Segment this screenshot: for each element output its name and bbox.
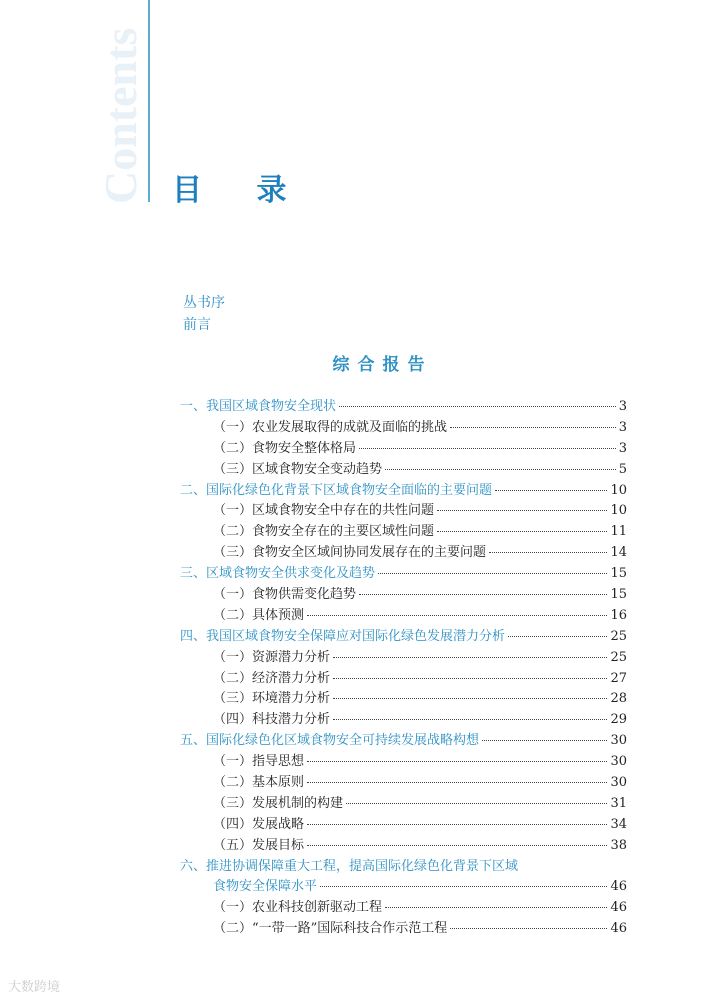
toc-entry-label: （三）环境潜力分析 [213,691,331,707]
toc-entry[interactable] [180,750,627,771]
toc-entry[interactable] [180,583,627,604]
toc-entry-page: 30 [610,733,627,749]
toc-entry-page: 15 [610,587,627,603]
dot-leader [385,469,616,470]
toc-entry-page: 29 [610,712,627,728]
toc-entry-page: 46 [610,900,627,916]
dot-leader [307,761,607,762]
toc-entry[interactable] [180,458,627,479]
toc-entry-page: 10 [610,482,627,498]
toc-entry[interactable] [180,499,627,520]
toc-entry-label: （二）基本原则 [213,775,305,791]
toc-entry[interactable] [180,708,627,729]
toc-entry-page: 3 [618,399,627,414]
front-matter-foreword[interactable]: 前言 [183,317,211,333]
toc-entry[interactable] [180,437,627,458]
toc-entry-page: 34 [610,816,627,832]
toc-entry[interactable] [180,395,627,416]
toc-entry-label: （二）食物安全存在的主要区域性问题 [213,524,435,540]
dot-leader [333,698,607,699]
toc-entry[interactable] [180,520,627,541]
toc-entry-label: （三）发展机制的构建 [213,795,344,811]
toc-entry-page: 10 [610,503,627,519]
toc-entry-page: 5 [618,461,627,477]
dot-leader [307,824,607,825]
toc-entry-page: 15 [610,566,627,582]
toc-entry-label: （四）发展战略 [213,816,305,832]
dot-leader [307,782,607,783]
front-matter-preface-series[interactable]: 丛书序 [183,295,225,311]
toc-entry-page: 3 [618,440,627,456]
dot-leader [378,573,607,574]
toc-entry-page: 46 [610,879,627,895]
toc-entry-label: （二）具体预测 [213,607,305,623]
toc-entry[interactable] [180,813,627,834]
dot-leader [333,678,607,679]
dot-leader [437,510,607,511]
toc-entry-label: （一）指导思想 [213,754,305,770]
toc-entry[interactable] [180,416,627,437]
toc-entry-page: 25 [610,628,627,644]
dot-leader [437,531,607,532]
dot-leader [450,928,607,929]
toc-entry-label: 四、我国区域食物安全保障应对国际化绿色发展潜力分析 [180,628,506,644]
toc-entry-label: （三）区域食物安全变动趋势 [213,461,383,477]
toc-entry[interactable] [180,792,627,813]
dot-leader [307,615,607,616]
toc-entry-label: 三、区域食物安全供求变化及趋势 [180,566,376,582]
toc-entry-page: 46 [610,921,627,937]
dot-leader [346,803,607,804]
dot-leader [508,636,607,637]
toc-entry-label: （一）食物供需变化趋势 [213,587,357,603]
toc-entry-label: （五）发展目标 [213,837,305,853]
toc-entry[interactable] [180,771,627,792]
toc-entry[interactable] [180,729,627,750]
toc-entry[interactable] [180,834,627,855]
dot-leader [307,845,607,846]
dot-leader [333,657,607,658]
toc-entry[interactable] [180,604,627,625]
toc-entry-page: 30 [610,754,627,770]
toc-entry-page: 11 [610,524,627,540]
toc-entry-label: （一）农业发展取得的成就及面临的挑战 [213,419,448,435]
toc-entry-label: 二、国际化绿色化背景下区域食物安全面临的主要问题 [180,482,493,498]
toc-entry[interactable] [180,541,627,562]
toc-entry-page: 31 [610,795,627,811]
dot-leader [385,907,607,908]
dot-leader [495,490,607,491]
dot-leader [450,427,616,428]
toc-entry-label: （四）科技潜力分析 [213,712,331,728]
contents-watermark-text: Contents [95,27,146,204]
toc-entry[interactable] [180,479,627,500]
toc-entry-label: （二）经济潜力分析 [213,670,331,686]
dot-leader [482,740,607,741]
toc-entry-page: 16 [610,607,627,623]
dot-leader [489,552,607,553]
toc-entry-label: （三）食物安全区域间协同发展存在的主要问题 [213,545,487,561]
toc-entry-label: 食物安全保障水平 [213,879,318,895]
toc-entry-page: 27 [610,670,627,686]
toc-entry-page: 28 [610,691,627,707]
toc-entry[interactable] [180,917,627,938]
toc-entry[interactable] [180,855,627,876]
dot-leader [320,886,607,887]
toc-entry[interactable] [180,625,627,646]
dot-leader [333,719,607,720]
toc-entry-label: 五、国际化绿色化区域食物安全可持续发展战略构想 [180,733,480,749]
toc-entry-page: 38 [610,837,627,853]
toc-entry-page: 25 [610,649,627,665]
dot-leader [359,448,616,449]
toc-entry-label: （一）区域食物安全中存在的共性问题 [213,503,435,519]
toc-entry-page: 14 [610,545,627,561]
toc-entry[interactable] [180,875,627,896]
toc-entry-label: （一）资源潜力分析 [213,649,331,665]
dot-leader [359,594,607,595]
section-title: 综合报告 [332,355,433,375]
toc-entry-label: （一）农业科技创新驱动工程 [213,900,383,916]
table-of-contents [180,395,627,938]
toc-entry[interactable] [180,646,627,667]
dot-leader [339,406,616,407]
toc-entry-label: （二）食物安全整体格局 [213,440,357,456]
toc-entry[interactable] [180,687,627,708]
toc-entry-page: 30 [610,775,627,791]
page-title: 目 录 [172,173,309,208]
toc-entry[interactable] [180,896,627,917]
toc-entry-label: （二）“一带一路”国际科技合作示范工程 [213,921,448,937]
toc-entry-label: 一、我国区域食物安全现状 [180,399,337,414]
vertical-divider [148,0,150,202]
toc-entry-label: 六、推进协调保障重大工程，提高国际化绿色化背景下区域 [180,858,519,874]
toc-entry[interactable] [180,562,627,583]
watermark-logo: 大数跨境 [8,980,61,995]
toc-entry-page: 3 [618,419,627,435]
toc-entry[interactable] [180,667,627,688]
